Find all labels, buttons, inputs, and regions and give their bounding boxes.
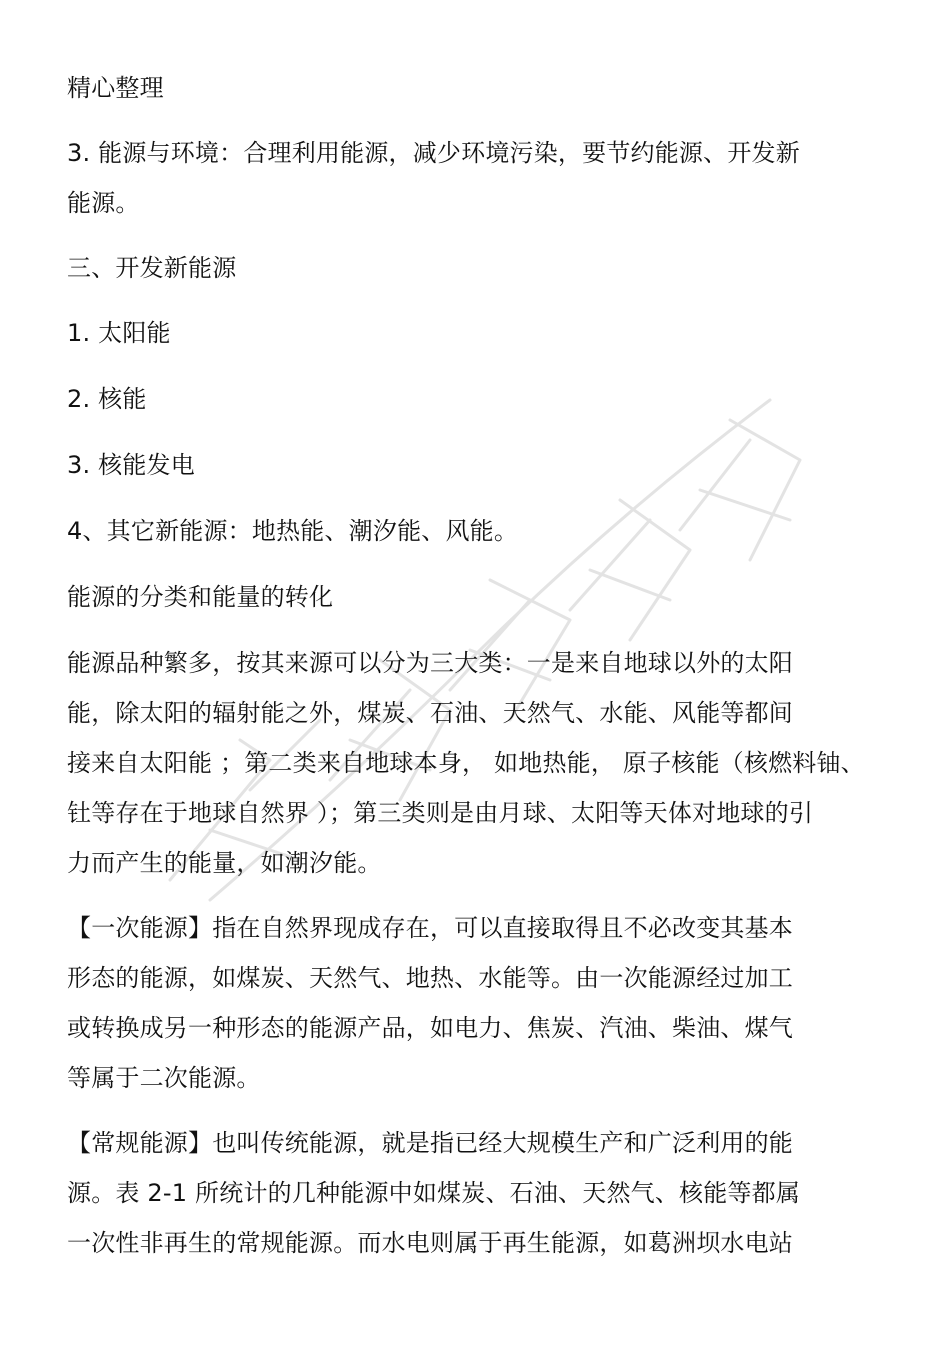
list-item: 4、其它新能源：地热能、潮汐能、风能。 — [67, 517, 519, 545]
text-line: 形态的能源，如煤炭、天然气、地热、水能等。由一次能源经过加工 — [67, 964, 793, 992]
text-line: 等属于二次能源。 — [67, 1064, 261, 1092]
list-item: 1. 太阳能 — [67, 319, 171, 347]
text-line: 或转换成另一种形态的能源产品，如电力、焦炭、汽油、柴油、煤气 — [67, 1014, 793, 1042]
text-line: 一次性非再生的常规能源。而水电则属于再生能源，如葛洲坝水电站 — [67, 1229, 793, 1257]
text-line: 能源品种繁多，按其来源可以分为三大类：一是来自地球以外的太阳 — [67, 649, 793, 677]
text-line: 【常规能源】也叫传统能源，就是指已经大规模生产和广泛利用的能 — [67, 1129, 793, 1157]
text-line: 力而产生的能量，如潮汐能。 — [67, 849, 382, 877]
header-label: 精心整理 — [67, 74, 164, 102]
section-heading: 三、开发新能源 — [67, 254, 237, 282]
text-line: 能源。 — [67, 189, 140, 217]
section-heading: 能源的分类和能量的转化 — [67, 583, 334, 611]
text-line: 能，除太阳的辐射能之外，煤炭、石油、天然气、水能、风能等都间 — [67, 699, 793, 727]
text-line: 接来自太阳能 ；第二类来自地球本身， 如地热能， 原子核能（核燃料铀、 — [67, 749, 865, 777]
text-line: 3. 能源与环境：合理利用能源，减少环境污染，要节约能源、开发新 — [67, 139, 800, 167]
text-line: 钍等存在于地球自然界 ）；第三类则是由月球、太阳等天体对地球的引 — [67, 799, 814, 827]
text-line: 【一次能源】指在自然界现成存在，可以直接取得且不必改变其基本 — [67, 914, 793, 942]
list-item: 2. 核能 — [67, 385, 147, 413]
list-item: 3. 核能发电 — [67, 451, 195, 479]
watermark-graphic — [150, 360, 850, 920]
text-line: 源。表 2-1 所统计的几种能源中如煤炭、石油、天然气、核能等都属 — [67, 1179, 801, 1207]
